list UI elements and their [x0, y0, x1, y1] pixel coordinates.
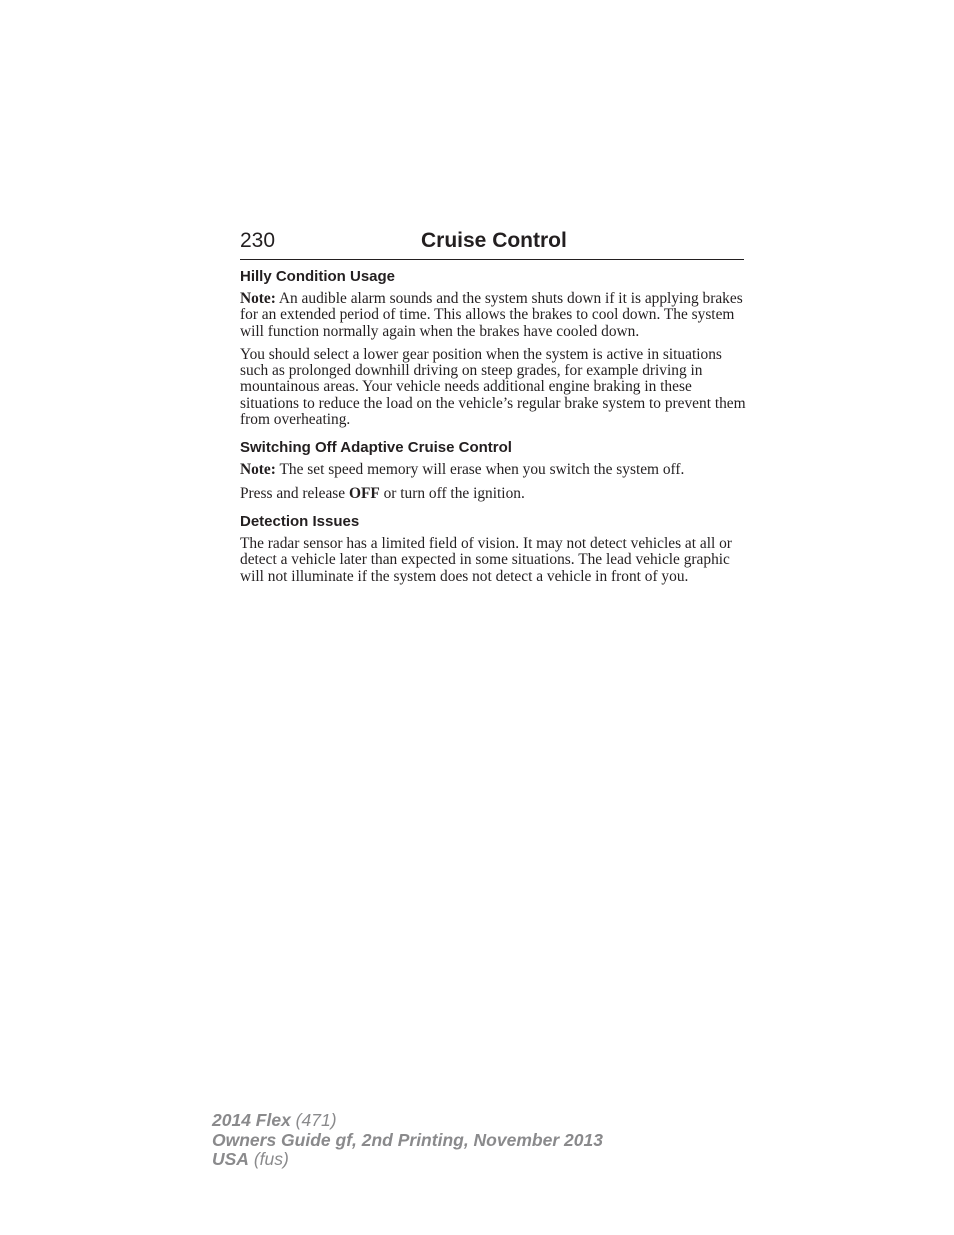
- instruction-text-before: Press and release: [240, 484, 349, 502]
- footer-model-code: (471): [290, 1110, 337, 1130]
- footer-market-code: (fus): [248, 1149, 289, 1169]
- footer-market: USA: [212, 1149, 249, 1169]
- footer-guide-line: Owners Guide gf, 2nd Printing, November 2013: [212, 1129, 603, 1150]
- note-text: An audible alarm sounds and the system shuts down if it is applying brakes for an extended period of time. This allows the brakes to cool down. The system will function normally again when the brakes have cooled down.: [240, 290, 743, 340]
- off-key-label: OFF: [348, 484, 380, 502]
- body-paragraph: The radar sensor has a limited field of vision. It may not detect vehicles at all or detect a vehicle later than expected in some situations. The lead vehicle graphic will not illuminate if the system does not detect a vehicle in front of you.: [240, 534, 732, 585]
- body-paragraph: You should select a lower gear position when the system is active in situations such as prolonged downhill driving on steep grades, for example driving in mountainous areas. Your vehicle needs additional engine braking in these situations to reduce the load on the vehicle’s regular brake system to prevent them from overheating.: [240, 345, 746, 429]
- page-header: [240, 228, 744, 260]
- page-title: Cruise Control: [421, 229, 567, 252]
- section-heading: Switching Off Adaptive Cruise Control: [240, 439, 512, 457]
- footer-model: 2014 Flex: [212, 1110, 291, 1130]
- section-heading: Detection Issues: [240, 512, 360, 530]
- footer-model-line: [212, 1111, 603, 1131]
- page-footer: [212, 1111, 603, 1170]
- section-detection-issues: [240, 512, 746, 585]
- note-paragraph: [240, 291, 746, 340]
- note-paragraph: [240, 462, 746, 478]
- page-content: [240, 267, 746, 592]
- instruction-text-after: or turn off the ignition.: [379, 484, 525, 502]
- section-heading: Hilly Condition Usage: [240, 268, 396, 285]
- note-label: Note:: [240, 290, 276, 307]
- note-text: The set speed memory will erase when you switch the system off.: [275, 461, 685, 479]
- page-number: 230: [240, 229, 276, 252]
- footer-market-line: [212, 1150, 603, 1170]
- instruction-paragraph: [240, 486, 746, 502]
- note-label: Note:: [240, 461, 276, 479]
- section-hilly-condition-usage: [240, 267, 746, 428]
- section-switching-off-adaptive-cruise-control: [240, 438, 746, 502]
